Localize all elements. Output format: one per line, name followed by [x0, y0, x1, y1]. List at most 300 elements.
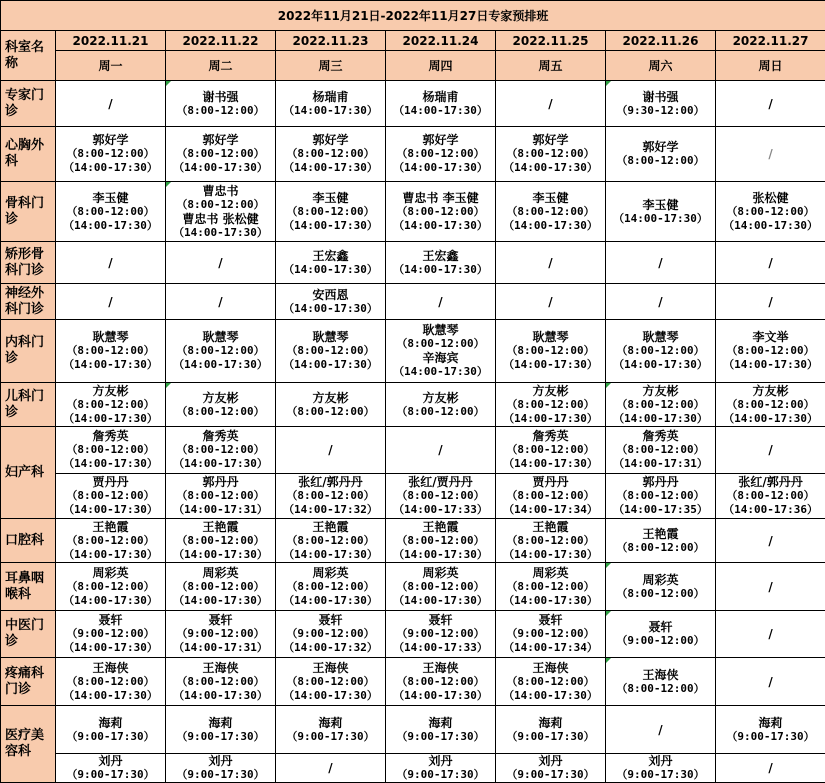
schedule-cell	[496, 754, 606, 783]
time-slot: （14:00-17:30）	[386, 689, 495, 703]
time-slot: （14:00-17:30）	[606, 358, 715, 372]
no-schedule-mark: /	[716, 147, 825, 161]
doctor-name: 方友彬	[166, 391, 275, 405]
doctor-name: 郭好学	[386, 133, 495, 147]
schedule-cell	[496, 658, 606, 706]
doctor-name: 耿慧琴	[386, 323, 495, 337]
doctor-name: 周彩英	[496, 566, 605, 580]
time-slot: （14:00-17:30）	[56, 594, 165, 608]
time-slot: （8:00-12:00）	[166, 443, 275, 457]
no-schedule-mark: /	[386, 443, 495, 457]
time-slot: （14:00-17:30）	[166, 548, 275, 562]
doctor-name: 海莉	[56, 716, 165, 730]
time-slot: （14:00-17:30）	[276, 161, 385, 175]
doctor-name: 方友彬	[606, 384, 715, 398]
doctor-name: 李玉健	[56, 191, 165, 205]
doctor-name: 耿慧琴	[166, 330, 275, 344]
time-slot: （9:00-17:30）	[56, 768, 165, 782]
time-slot: （8:00-12:00）	[606, 489, 715, 503]
department-row	[1, 320, 825, 383]
doctor-name: 郭丹丹	[606, 475, 715, 489]
time-slot: （14:00-17:30）	[56, 358, 165, 372]
time-slot: （8:00-12:00）	[386, 337, 495, 351]
time-slot: （14:00-17:36）	[716, 503, 825, 517]
time-slot: （8:00-12:00）	[166, 675, 275, 689]
schedule-cell	[56, 658, 166, 706]
schedule-cell	[386, 284, 496, 320]
doctor-name: 张红/贾丹丹	[386, 475, 495, 489]
time-slot: （8:00-12:00）	[56, 534, 165, 548]
schedule-cell	[496, 611, 606, 658]
time-slot: （14:00-17:30）	[56, 641, 165, 655]
time-slot: （14:00-17:30）	[166, 594, 275, 608]
schedule-cell	[56, 474, 166, 519]
schedule-cell	[386, 658, 496, 706]
schedule-cell	[496, 320, 606, 383]
schedule-cell	[56, 611, 166, 658]
time-slot: （9:00-17:30）	[166, 730, 275, 744]
time-slot: （8:00-12:00）	[496, 580, 605, 594]
schedule-cell	[606, 474, 716, 519]
department-name: 矫形骨科门诊	[1, 242, 56, 284]
doctor-name: 王海侠	[276, 661, 385, 675]
schedule-cell	[496, 519, 606, 563]
time-slot: （14:00-17:30）	[56, 219, 165, 233]
time-slot: （8:00-12:00）	[496, 489, 605, 503]
no-schedule-mark: /	[496, 256, 605, 270]
time-slot: （8:00-12:00）	[606, 443, 715, 457]
schedule-cell	[496, 427, 606, 474]
department-name: 中医门诊	[1, 611, 56, 658]
schedule-cell	[56, 563, 166, 611]
no-schedule-mark: /	[276, 443, 385, 457]
time-slot: （9:00-17:30）	[606, 768, 715, 782]
schedule-cell	[56, 81, 166, 127]
doctor-name: 周彩英	[166, 566, 275, 580]
department-name: 妇产科	[1, 427, 56, 519]
schedule-cell	[166, 182, 276, 242]
doctor-name: 贾丹丹	[496, 475, 605, 489]
time-slot: （8:00-12:00）	[606, 541, 715, 555]
doctor-name: 郭好学	[56, 133, 165, 147]
time-slot: （8:00-12:00）	[56, 489, 165, 503]
weekday-header: 周五	[496, 51, 606, 81]
schedule-cell	[166, 474, 276, 519]
time-slot: （8:00-12:00）	[386, 580, 495, 594]
department-name: 疼痛科门诊	[1, 658, 56, 706]
time-slot: （14:00-17:30）	[716, 412, 825, 426]
time-slot: （8:00-12:00）	[276, 405, 385, 419]
department-row	[1, 383, 825, 427]
schedule-cell	[716, 81, 825, 127]
time-slot: （14:00-17:30）	[166, 226, 275, 240]
schedule-cell	[56, 320, 166, 383]
doctor-name: 聂轩	[276, 613, 385, 627]
doctor-name: 谢书强	[606, 90, 715, 104]
schedule-cell	[276, 182, 386, 242]
schedule-cell	[386, 519, 496, 563]
no-schedule-mark: /	[496, 97, 605, 111]
schedule-cell	[56, 519, 166, 563]
no-schedule-mark: /	[716, 295, 825, 309]
department-row	[1, 127, 825, 182]
weekday-header: 周三	[276, 51, 386, 81]
time-slot: （9:00-17:30）	[56, 730, 165, 744]
doctor-name: 海莉	[276, 716, 385, 730]
department-name: 耳鼻咽喉科	[1, 563, 56, 611]
no-schedule-mark: /	[606, 256, 715, 270]
doctor-name: 耿慧琴	[276, 330, 385, 344]
schedule-cell	[606, 320, 716, 383]
no-schedule-mark: /	[276, 761, 385, 775]
no-schedule-mark: /	[166, 256, 275, 270]
schedule-cell	[276, 474, 386, 519]
schedule-cell	[386, 563, 496, 611]
department-row	[1, 427, 825, 474]
schedule-cell	[166, 658, 276, 706]
doctor-name: 曹忠书	[166, 184, 275, 198]
time-slot: （8:00-12:00）	[276, 675, 385, 689]
schedule-title: 2022年11月21日-2022年11月27日专家预排班	[1, 1, 825, 31]
department-row	[1, 182, 825, 242]
doctor-name: 王艳霞	[56, 520, 165, 534]
doctor-name: 海莉	[496, 716, 605, 730]
doctor-name: 聂轩	[166, 613, 275, 627]
schedule-cell	[166, 427, 276, 474]
schedule-cell	[606, 519, 716, 563]
doctor-name: 张红/郭丹丹	[276, 475, 385, 489]
doctor-name: 耿慧琴	[496, 330, 605, 344]
schedule-cell	[716, 611, 825, 658]
time-slot: （14:00-17:30）	[496, 358, 605, 372]
schedule-cell	[166, 81, 276, 127]
time-slot: （8:00-12:00）	[716, 344, 825, 358]
time-slot: （9:00-17:30）	[496, 768, 605, 782]
time-slot: （8:00-12:00）	[276, 147, 385, 161]
doctor-name: 安西恩	[276, 288, 385, 302]
schedule-cell	[276, 127, 386, 182]
doctor-name: 郭好学	[276, 133, 385, 147]
time-slot: （14:00-17:30）	[56, 503, 165, 517]
doctor-name: 方友彬	[716, 384, 825, 398]
schedule-cell	[166, 320, 276, 383]
department-name: 内科门诊	[1, 320, 56, 383]
weekday-header: 周一	[56, 51, 166, 81]
department-row	[1, 611, 825, 658]
schedule-cell	[386, 127, 496, 182]
time-slot: （8:00-12:00）	[166, 104, 275, 118]
time-slot: （8:00-12:00）	[386, 675, 495, 689]
no-schedule-mark: /	[166, 295, 275, 309]
time-slot: （14:00-17:30）	[166, 358, 275, 372]
time-slot: （8:00-12:00）	[56, 205, 165, 219]
doctor-name: 张松健	[716, 191, 825, 205]
doctor-name: 张红/郭丹丹	[716, 475, 825, 489]
time-slot: （14:00-17:30）	[56, 412, 165, 426]
doctor-name: 郭丹丹	[166, 475, 275, 489]
time-slot: （8:00-12:00）	[716, 205, 825, 219]
time-slot: （8:00-12:00）	[56, 398, 165, 412]
schedule-cell	[606, 611, 716, 658]
schedule-cell	[56, 242, 166, 284]
doctor-name: 王海侠	[496, 661, 605, 675]
schedule-cell	[496, 563, 606, 611]
time-slot: （14:00-17:30）	[386, 548, 495, 562]
time-slot: （9:00-17:30）	[276, 730, 385, 744]
time-slot: （14:00-17:30）	[166, 689, 275, 703]
time-slot: （8:00-12:00）	[56, 443, 165, 457]
time-slot: （14:00-17:30）	[386, 263, 495, 277]
date-header: 2022.11.22	[166, 31, 276, 51]
schedule-cell	[276, 242, 386, 284]
time-slot: （14:00-17:34）	[496, 641, 605, 655]
time-slot: （14:00-17:34）	[496, 503, 605, 517]
doctor-name: 王海侠	[56, 661, 165, 675]
time-slot: （14:00-17:30）	[496, 457, 605, 471]
time-slot: （8:00-12:00）	[166, 198, 275, 212]
time-slot: （8:00-12:00）	[276, 534, 385, 548]
doctor-name: 詹秀英	[496, 429, 605, 443]
time-slot: （14:00-17:30）	[386, 365, 495, 379]
doctor-name: 王艳霞	[496, 520, 605, 534]
time-slot: （9:00-17:30）	[496, 730, 605, 744]
schedule-cell	[166, 706, 276, 754]
schedule-cell	[56, 284, 166, 320]
doctor-name: 李玉健	[276, 191, 385, 205]
time-slot: （14:00-17:30）	[386, 219, 495, 233]
schedule-cell	[166, 383, 276, 427]
doctor-name: 海莉	[386, 716, 495, 730]
doctor-name: 聂轩	[606, 620, 715, 634]
time-slot: （14:00-17:30）	[276, 302, 385, 316]
no-schedule-mark: /	[496, 295, 605, 309]
time-slot: （14:00-17:33）	[386, 503, 495, 517]
doctor-name: 曹忠书 李玉健	[386, 191, 495, 205]
doctor-name: 贾丹丹	[56, 475, 165, 489]
time-slot: （14:00-17:30）	[276, 219, 385, 233]
time-slot: （14:00-17:30）	[386, 161, 495, 175]
no-schedule-mark: /	[56, 256, 165, 270]
no-schedule-mark: /	[716, 256, 825, 270]
time-slot: （14:00-17:33）	[386, 641, 495, 655]
time-slot: （8:00-12:00）	[386, 405, 495, 419]
time-slot: （8:00-12:00）	[56, 147, 165, 161]
doctor-name: 海莉	[716, 716, 825, 730]
schedule-cell	[606, 127, 716, 182]
time-slot: （14:00-17:30）	[606, 212, 715, 226]
schedule-cell	[716, 658, 825, 706]
time-slot: （8:00-12:00）	[496, 398, 605, 412]
time-slot: （8:00-12:00）	[276, 205, 385, 219]
time-slot: （14:00-17:30）	[496, 689, 605, 703]
schedule-cell	[166, 127, 276, 182]
doctor-name: 周彩英	[386, 566, 495, 580]
schedule-cell	[716, 519, 825, 563]
schedule-cell	[606, 706, 716, 754]
time-slot: （8:00-12:00）	[496, 675, 605, 689]
schedule-cell	[716, 284, 825, 320]
schedule-cell	[166, 284, 276, 320]
no-schedule-mark: /	[56, 97, 165, 111]
doctor-name: 刘丹	[56, 754, 165, 768]
date-header: 2022.11.24	[386, 31, 496, 51]
doctor-name: 刘丹	[166, 754, 275, 768]
schedule-cell	[606, 284, 716, 320]
schedule-cell	[386, 320, 496, 383]
schedule-cell	[606, 563, 716, 611]
doctor-name: 方友彬	[496, 384, 605, 398]
schedule-cell	[166, 563, 276, 611]
date-header: 2022.11.23	[276, 31, 386, 51]
doctor-name: 王艳霞	[606, 527, 715, 541]
schedule-cell	[166, 519, 276, 563]
time-slot: （8:00-12:00）	[166, 344, 275, 358]
time-slot: （8:00-12:00）	[56, 344, 165, 358]
schedule-cell	[716, 706, 825, 754]
time-slot: （8:00-12:00）	[496, 534, 605, 548]
schedule-cell	[56, 127, 166, 182]
doctor-name: 郭好学	[496, 133, 605, 147]
schedule-cell	[276, 611, 386, 658]
time-slot: （8:00-12:00）	[166, 534, 275, 548]
time-slot: （8:00-12:00）	[386, 147, 495, 161]
time-slot: （8:00-12:00）	[496, 443, 605, 457]
time-slot: （8:00-12:00）	[496, 147, 605, 161]
doctor-name: 耿慧琴	[606, 330, 715, 344]
schedule-cell	[716, 383, 825, 427]
doctor-name: 王宏鑫	[276, 249, 385, 263]
no-schedule-mark: /	[56, 295, 165, 309]
schedule-cell	[606, 242, 716, 284]
time-slot: （14:00-17:31）	[166, 641, 275, 655]
schedule-cell	[166, 754, 276, 783]
department-row	[1, 81, 825, 127]
doctor-name: 谢书强	[166, 90, 275, 104]
time-slot: （14:00-17:30）	[276, 689, 385, 703]
schedule-cell	[276, 383, 386, 427]
schedule-cell	[56, 706, 166, 754]
schedule-cell	[276, 754, 386, 783]
time-slot: （14:00-17:30）	[386, 594, 495, 608]
time-slot: （8:00-12:00）	[56, 675, 165, 689]
time-slot: （14:00-17:30）	[166, 457, 275, 471]
schedule-cell	[276, 519, 386, 563]
doctor-name: 王海侠	[386, 661, 495, 675]
time-slot: （14:00-17:30）	[496, 548, 605, 562]
weekday-header: 周四	[386, 51, 496, 81]
doctor-name: 王艳霞	[276, 520, 385, 534]
time-slot: （14:00-17:30）	[56, 689, 165, 703]
schedule-cell	[606, 383, 716, 427]
time-slot: （8:00-12:00）	[166, 489, 275, 503]
department-row	[1, 242, 825, 284]
time-slot: （14:00-17:32）	[276, 503, 385, 517]
schedule-cell	[606, 427, 716, 474]
time-slot: （8:00-12:00）	[496, 205, 605, 219]
time-slot: （14:00-17:30）	[496, 594, 605, 608]
schedule-cell	[496, 127, 606, 182]
schedule-cell	[56, 182, 166, 242]
doctor-name: 聂轩	[56, 613, 165, 627]
schedule-cell	[276, 284, 386, 320]
schedule-cell	[496, 706, 606, 754]
department-name: 专家门诊	[1, 81, 56, 127]
schedule-cell	[386, 182, 496, 242]
time-slot: （8:00-12:00）	[386, 489, 495, 503]
time-slot: （8:00-12:00）	[166, 580, 275, 594]
time-slot: （14:00-17:30）	[276, 548, 385, 562]
time-slot: （8:00-12:00）	[606, 587, 715, 601]
time-slot: （8:00-12:00）	[606, 682, 715, 696]
time-slot: （14:00-17:30）	[56, 161, 165, 175]
department-row	[1, 658, 825, 706]
time-slot: （8:00-12:00）	[606, 398, 715, 412]
schedule-cell	[276, 427, 386, 474]
weekday-header: 周二	[166, 51, 276, 81]
schedule-cell	[606, 754, 716, 783]
doctor-name: 詹秀英	[606, 429, 715, 443]
date-header: 2022.11.25	[496, 31, 606, 51]
schedule-cell	[716, 474, 825, 519]
department-row	[1, 563, 825, 611]
no-schedule-mark: /	[716, 627, 825, 641]
no-schedule-mark: /	[606, 295, 715, 309]
time-slot: （14:00-17:30）	[276, 104, 385, 118]
time-slot: （14:00-17:30）	[56, 548, 165, 562]
time-slot: （9:00-12:00）	[496, 627, 605, 641]
department-row	[1, 284, 825, 320]
time-slot: （14:00-17:30）	[496, 412, 605, 426]
doctor-name: 周彩英	[276, 566, 385, 580]
doctor-name: 詹秀英	[56, 429, 165, 443]
doctor-name: 方友彬	[276, 391, 385, 405]
no-schedule-mark: /	[386, 295, 495, 309]
date-header: 2022.11.27	[716, 31, 825, 51]
time-slot: （14:00-17:30）	[166, 161, 275, 175]
schedule-cell	[276, 320, 386, 383]
doctor-name: 杨瑞甫	[386, 90, 495, 104]
doctor-name: 周彩英	[606, 573, 715, 587]
doctor-name: 海莉	[166, 716, 275, 730]
time-slot: （14:00-17:30）	[276, 594, 385, 608]
schedule-cell	[496, 81, 606, 127]
schedule-cell	[606, 81, 716, 127]
time-slot: （9:00-17:30）	[166, 768, 275, 782]
schedule-cell	[276, 658, 386, 706]
time-slot: （9:00-17:30）	[386, 730, 495, 744]
schedule-cell	[716, 320, 825, 383]
time-slot: （9:30-12:00）	[606, 104, 715, 118]
doctor-name: 王艳霞	[166, 520, 275, 534]
doctor-name: 杨瑞甫	[276, 90, 385, 104]
no-schedule-mark: /	[716, 534, 825, 548]
schedule-cell	[166, 611, 276, 658]
schedule-cell	[716, 242, 825, 284]
department-row	[1, 706, 825, 754]
time-slot: （14:00-17:30）	[386, 104, 495, 118]
time-slot: （14:00-17:30）	[496, 219, 605, 233]
time-slot: （9:00-17:30）	[386, 768, 495, 782]
date-header: 2022.11.26	[606, 31, 716, 51]
time-slot: （9:00-17:30）	[716, 730, 825, 744]
time-slot: （9:00-12:00）	[386, 627, 495, 641]
schedule-cell	[606, 182, 716, 242]
doctor-name: 刘丹	[496, 754, 605, 768]
schedule-cell	[386, 611, 496, 658]
time-slot: （14:00-17:31）	[166, 503, 275, 517]
no-schedule-mark: /	[716, 443, 825, 457]
time-slot: （14:00-17:32）	[276, 641, 385, 655]
